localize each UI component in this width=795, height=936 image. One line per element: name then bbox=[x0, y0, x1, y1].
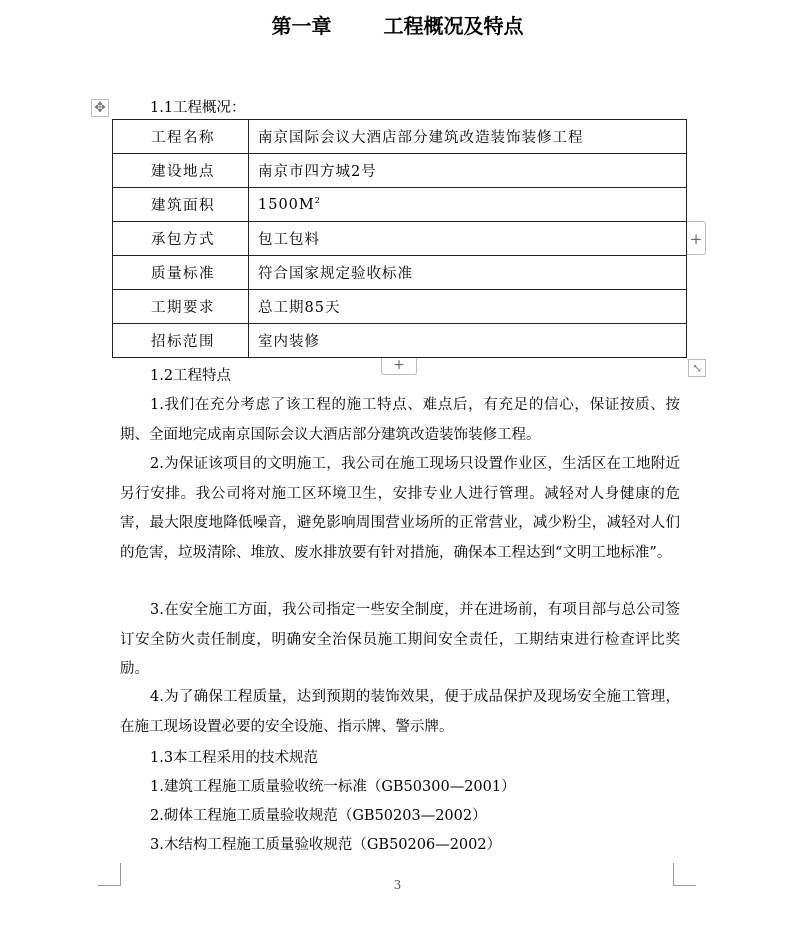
area-unit-superscript: 2 bbox=[314, 196, 321, 205]
table-cell-value[interactable]: 室内装修 bbox=[249, 324, 687, 358]
table-cell-label[interactable]: 工期要求 bbox=[113, 290, 249, 324]
table-cell-label[interactable]: 承包方式 bbox=[113, 222, 249, 256]
table-cell-value[interactable] bbox=[249, 188, 687, 222]
table-cell-label[interactable]: 质量标准 bbox=[113, 256, 249, 290]
list-item: 3.木结构工程施工质量验收规范（GB50206—2002） bbox=[150, 837, 502, 853]
area-value: 1500M bbox=[258, 197, 315, 213]
table-cell-label[interactable]: 建设地点 bbox=[113, 154, 249, 188]
list-item: 2.砌体工程施工质量验收规范（GB50203—2002） bbox=[150, 808, 487, 824]
table-move-handle-icon[interactable]: ✥ bbox=[91, 99, 109, 117]
table-row bbox=[113, 256, 687, 290]
table-row bbox=[113, 290, 687, 324]
table-cell-label[interactable]: 招标范围 bbox=[113, 324, 249, 358]
add-column-button[interactable]: + bbox=[687, 221, 706, 255]
paragraph-feature-2: 2.为保证该项目的文明施工，我公司在施工现场只设置作业区，生活区在工地附近另行安排。我公司将对施工区环境卫生，安排专业人进行管理。减轻对人身健康的危害，最大限度地降低噪音，避免影响周围营业场所的正常营业，减少粉尘，减轻对人们的危害，垃圾清除、堆放、废水排放要有针对措施，确保本工程达到“文明工地标准”。 bbox=[120, 456, 680, 561]
table-cell-value[interactable]: 南京市四方城2号 bbox=[249, 154, 687, 188]
add-row-button[interactable]: + bbox=[381, 358, 417, 375]
project-info-table bbox=[112, 119, 687, 358]
table-resize-handle-icon[interactable]: ⤡ bbox=[688, 359, 706, 377]
table-cell-label[interactable]: 建筑面积 bbox=[113, 188, 249, 222]
table-row bbox=[113, 154, 687, 188]
section-heading-overview: 1.1工程概况： bbox=[150, 100, 246, 116]
chapter-name: 工程概况及特点 bbox=[383, 14, 524, 38]
table-row bbox=[113, 188, 687, 222]
list-item: 1.建筑工程施工质量验收统一标准（GB50300—2001） bbox=[150, 779, 516, 795]
chapter-title bbox=[0, 10, 795, 39]
paragraph-feature-1: 1.我们在充分考虑了该工程的施工特点、难点后，有充足的信心，保证按质、按期、全面地完成南京国际会议大酒店部分建筑改造装饰装修工程。 bbox=[120, 397, 680, 443]
table-row bbox=[113, 324, 687, 358]
table-row bbox=[113, 120, 687, 154]
paragraph-feature-4: 4.为了确保工程质量，达到预期的装饰效果，便于成品保护及现场安全施工管理，在施工现场设置必要的安全设施、指示牌、警示牌。 bbox=[120, 689, 680, 735]
table-cell-label[interactable]: 工程名称 bbox=[113, 120, 249, 154]
section-heading-standards: 1.3本工程采用的技术规范 bbox=[150, 750, 319, 766]
table-cell-value[interactable]: 包工包料 bbox=[249, 222, 687, 256]
table-cell-value[interactable]: 总工期85天 bbox=[249, 290, 687, 324]
page-number: 3 bbox=[393, 878, 402, 892]
section-heading-features: 1.2工程特点 bbox=[150, 368, 232, 384]
chapter-number: 第一章 bbox=[271, 14, 332, 38]
table-row bbox=[113, 222, 687, 256]
paragraph-feature-3: 3.在安全施工方面，我公司指定一些安全制度，并在进场前，有项目部与总公司签订安全防火责任制度，明确安全治保员施工期间安全责任，工期结束进行检查评比奖励。 bbox=[120, 602, 680, 677]
table-cell-value[interactable]: 符合国家规定验收标准 bbox=[249, 256, 687, 290]
table-cell-value[interactable]: 南京国际会议大酒店部分建筑改造装饰装修工程 bbox=[249, 120, 687, 154]
